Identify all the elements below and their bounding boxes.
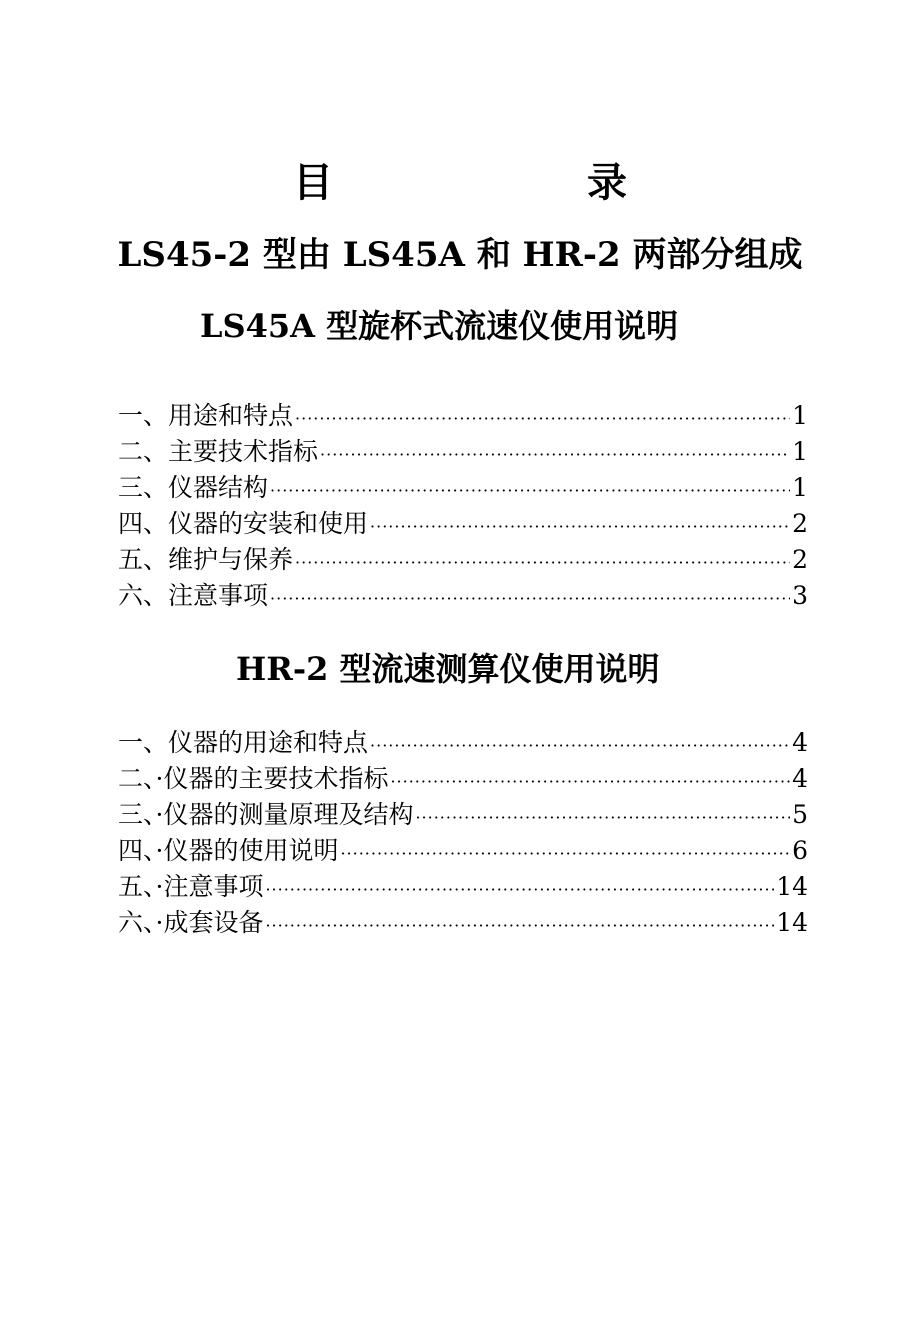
- toc-entry-page: 14: [776, 872, 808, 901]
- toc-entry[interactable]: [118, 905, 808, 941]
- toc-entry-label: 五、·注意事项: [118, 872, 264, 901]
- toc-entry[interactable]: [118, 542, 808, 578]
- toc-entry-page: 2: [792, 509, 808, 538]
- toc-entry[interactable]: [118, 833, 808, 869]
- dot-leader: [390, 764, 790, 800]
- toc-entry[interactable]: [118, 797, 808, 833]
- toc-entry-page: 5: [792, 800, 808, 829]
- toc-entry-label: 二、·仪器的主要技术指标: [118, 764, 389, 793]
- toc-entry[interactable]: [118, 470, 808, 506]
- toc-entry[interactable]: [118, 434, 808, 470]
- dot-leader: [340, 836, 790, 872]
- toc-entry-page: 2: [792, 545, 808, 574]
- dot-leader: [320, 437, 790, 473]
- dot-leader: [295, 401, 790, 437]
- dot-leader: [265, 872, 774, 908]
- toc-entry[interactable]: [118, 725, 808, 761]
- toc-entry-page: 3: [792, 581, 808, 610]
- toc-entry-label: 五、维护与保养: [118, 545, 294, 574]
- toc-entry-label: 四、·仪器的使用说明: [118, 836, 339, 865]
- dot-leader: [415, 800, 790, 836]
- section2-heading: HR-2 型流速测算仪使用说明: [236, 650, 660, 688]
- section1-heading: LS45A 型旋杯式流速仪使用说明: [200, 307, 679, 345]
- toc-entry-label: 六、·成套设备: [118, 908, 264, 937]
- toc-entry-label: 三、仪器结构: [118, 473, 269, 502]
- toc-entry-label: 一、仪器的用途和特点: [118, 728, 369, 757]
- dot-leader: [295, 545, 790, 581]
- toc-entry[interactable]: [118, 398, 808, 434]
- dot-leader: [370, 509, 790, 545]
- toc-entry[interactable]: [118, 869, 808, 905]
- toc-entry[interactable]: [118, 506, 808, 542]
- toc-entry-label: 一、用途和特点: [118, 401, 294, 430]
- toc-entry[interactable]: [118, 578, 808, 614]
- toc-section1: [118, 398, 808, 614]
- toc-entry-page: 4: [792, 728, 808, 757]
- toc-entry-page: 14: [776, 908, 808, 937]
- toc-entry-label: 六、注意事项: [118, 581, 269, 610]
- toc-entry-page: 1: [792, 473, 808, 502]
- dot-leader: [370, 728, 790, 764]
- toc-entry-page: 1: [792, 401, 808, 430]
- toc-entry[interactable]: [118, 761, 808, 797]
- toc-entry-label: 四、仪器的安装和使用: [118, 509, 369, 538]
- dot-leader: [270, 581, 790, 617]
- toc-entry-page: 1: [792, 437, 808, 466]
- dot-leader: [265, 908, 774, 944]
- toc-entry-label: 二、主要技术指标: [118, 437, 319, 466]
- dot-leader: [270, 473, 790, 509]
- page-title: 目 录: [293, 159, 747, 206]
- toc-section2: [118, 725, 808, 941]
- toc-entry-page: 4: [792, 764, 808, 793]
- document-subtitle: LS45-2 型由 LS45A 和 HR-2 两部分组成: [117, 235, 803, 275]
- toc-entry-label: 三、·仪器的测量原理及结构: [118, 800, 414, 829]
- toc-entry-page: 6: [792, 836, 808, 865]
